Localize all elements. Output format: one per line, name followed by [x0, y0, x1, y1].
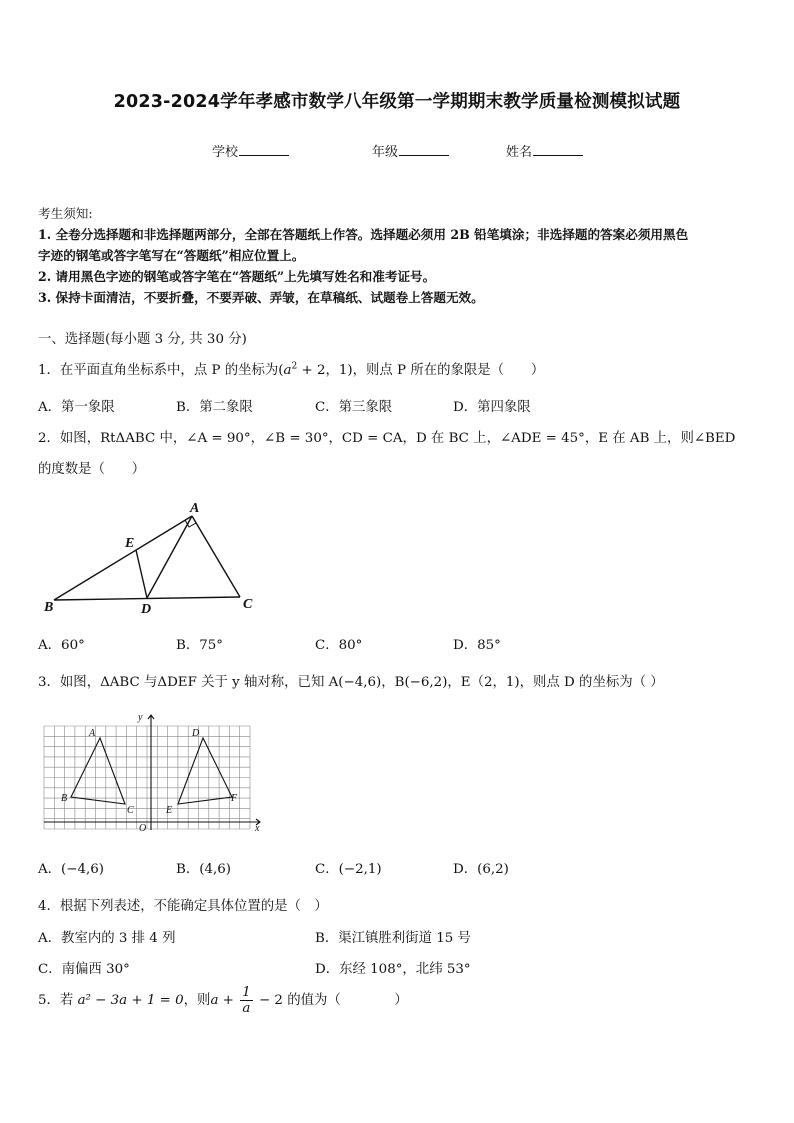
q1-exponent: 2 — [291, 361, 298, 372]
q2-option-b[interactable]: B．75° — [176, 638, 223, 653]
question-5 — [38, 985, 408, 1016]
school-label: 学校 — [212, 145, 239, 160]
q3-option-a[interactable]: A．(−4,6) — [38, 862, 105, 877]
name-field[interactable] — [506, 141, 583, 160]
q5-denominator: a — [242, 1001, 251, 1016]
q5-var-a: a — [210, 993, 219, 1008]
q1-prefix: 1．在平面直角坐标系中，点 P 的坐标为( — [38, 363, 284, 378]
notice-line-3: 3. 保持卡面清洁，不要折叠，不要弄破、弄皱，在草稿纸、试题卷上答题无效。 — [38, 290, 484, 305]
question-2: 2．如图，RtΔABC 中，∠A = 90°，∠B = 30°，CD = CA，D 在 BC 上，∠ADE = 45°，E 在 AB 上，则∠BED — [38, 431, 736, 446]
q2-option-a[interactable]: A．60° — [38, 638, 85, 653]
q5-equation: a² − 3a + 1 = 0 — [77, 993, 184, 1008]
page-title: 2023-2024学年孝感市数学八年级第一学期期末教学质量检测模拟试题 — [113, 92, 681, 112]
q1-option-c[interactable]: C．第三象限 — [315, 400, 393, 415]
triangle-def — [178, 738, 232, 804]
notice-heading: 考生须知: — [38, 206, 93, 221]
school-field[interactable] — [212, 141, 289, 160]
label-c: C — [243, 597, 253, 612]
label-e: E — [125, 536, 135, 551]
triangle-figure — [38, 495, 268, 620]
label-f: F — [231, 793, 238, 804]
q5-plus: + — [218, 993, 239, 1008]
question-3: 3．如图，ΔABC 与ΔDEF 关于 y 轴对称，已知 A(−4,6)，B(−6,2)，E（2，1)，则点 D 的坐标为（ ） — [38, 675, 664, 690]
grid-lines — [44, 726, 250, 829]
q5-prefix: 5．若 — [38, 993, 78, 1008]
notice-line-1: 1. 全卷分选择题和非选择题两部分，全部在答题纸上作答。选择题必须用 2B 铅笔填涂；非选择题的答案必须用黑色 — [38, 227, 689, 242]
q5-numerator: 1 — [242, 985, 251, 1000]
grade-label: 年级 — [372, 145, 399, 160]
triangle-abc — [71, 738, 125, 804]
q4-option-c[interactable]: C．南偏西 30° — [38, 962, 130, 977]
q1-option-a[interactable]: A．第一象限 — [38, 400, 115, 415]
side-ac — [192, 516, 240, 597]
question-1 — [38, 359, 544, 378]
label-e: E — [166, 805, 173, 816]
label-c: C — [127, 805, 134, 816]
grade-field[interactable] — [372, 141, 449, 160]
q1-option-b[interactable]: B．第二象限 — [176, 400, 253, 415]
label-y: y — [138, 712, 143, 723]
q3-option-c[interactable]: C．(−2,1) — [315, 862, 382, 877]
segment-ad — [147, 516, 192, 598]
q4-option-d[interactable]: D．东经 108°，北纬 53° — [315, 962, 471, 977]
q2-option-d[interactable]: D．85° — [453, 638, 501, 653]
label-x: x — [255, 823, 260, 834]
question-2-cont: 的度数是（ ） — [38, 462, 146, 477]
label-origin: O — [139, 823, 147, 834]
question-4: 4．根据下列表述，不能确定具体位置的是（ ） — [38, 899, 328, 914]
label-d: D — [192, 728, 200, 739]
q4-option-b[interactable]: B．渠江镇胜利街道 15 号 — [315, 931, 471, 946]
q5-minus: − 2 — [254, 993, 283, 1008]
q2-option-c[interactable]: C．80° — [315, 638, 363, 653]
notice-line-2: 2. 请用黑色字迹的钢笔或答字笔在“答题纸”上先填写姓名和准考证号。 — [38, 269, 436, 284]
notice-line-1b: 字迹的钢笔或答字笔写在“答题纸”相应位置上。 — [38, 248, 305, 263]
q5-mid: ，则 — [183, 993, 211, 1008]
name-label: 姓名 — [506, 145, 533, 160]
side-ba — [54, 516, 192, 600]
label-a: A — [190, 501, 200, 516]
section-heading: 一、选择题(每小题 3 分, 共 30 分) — [38, 332, 247, 347]
q4-option-a[interactable]: A．教室内的 3 排 4 列 — [38, 931, 176, 946]
label-b: B — [61, 793, 68, 804]
q5-suffix: 的值为（ ） — [282, 993, 408, 1008]
label-d: D — [141, 602, 152, 617]
q1-var-a: a — [283, 363, 292, 378]
q3-option-d[interactable]: D．(6,2) — [453, 862, 509, 877]
q5-fraction — [240, 985, 253, 1016]
label-b: B — [44, 600, 54, 615]
label-a: A — [89, 728, 96, 739]
segment-ed — [136, 550, 147, 598]
coordinate-grid-figure — [38, 705, 268, 835]
q1-rest: + 2，1)，则点 P 所在的象限是（ ） — [297, 363, 545, 378]
q3-option-b[interactable]: B．(4,6) — [176, 862, 231, 877]
q1-option-d[interactable]: D．第四象限 — [453, 400, 531, 415]
